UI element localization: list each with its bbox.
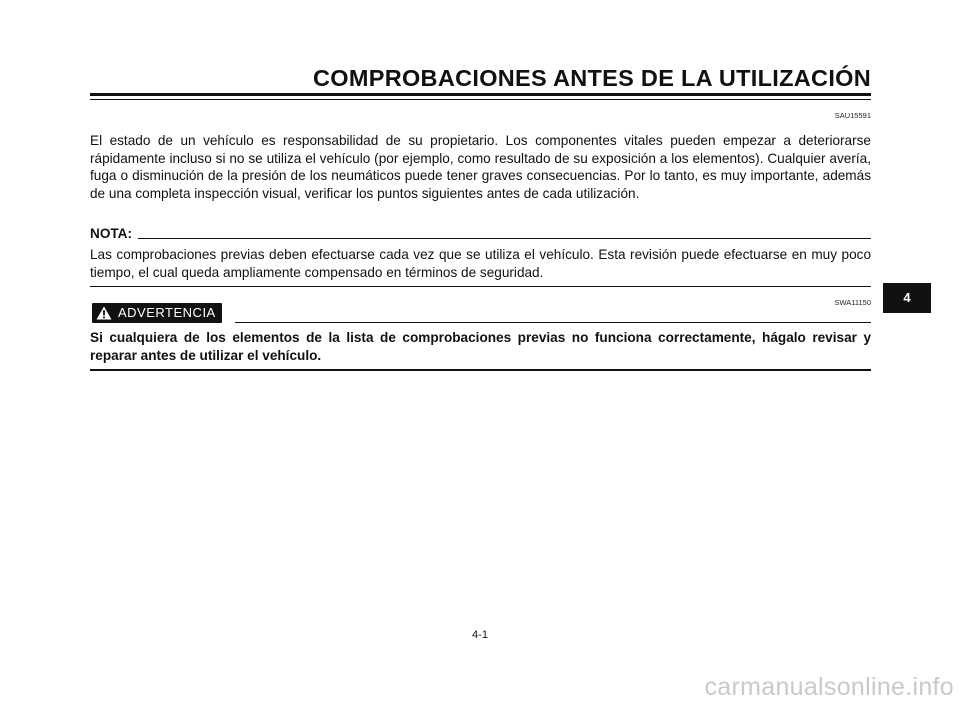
- note-end-rule: [90, 286, 871, 287]
- title-rule-thick: [90, 93, 871, 96]
- intro-paragraph: El estado de un vehículo es responsabilidad de su propietario. Los componentes vitales pueden empezar a deteriorarse rápidamente incluso si no se utiliza el vehículo (por ejemplo, como resultado de su exposición a los elementos). Cualquier avería, fuga o disminución de la presión de los neumáticos puede tener graves consecuencias. Por lo tanto, es muy importante, además de una completa inspección visual, verificar los puntos siguientes antes de cada utilización.: [90, 133, 871, 201]
- warning-rule: [235, 322, 871, 323]
- note-label: NOTA:: [90, 226, 133, 241]
- warning-code: SWA11150: [834, 298, 871, 307]
- chapter-tab: 4: [883, 283, 931, 313]
- warning-end-rule: [90, 369, 871, 371]
- page-number: 4-1: [472, 629, 488, 641]
- note-paragraph: Las comprobaciones previas deben efectuarse cada vez que se utiliza el vehículo. Esta revisión puede efectuarse en muy poco tiempo, el cual queda ampliamente compensado en términos de seguridad.: [90, 247, 871, 280]
- page-title: COMPROBACIONES ANTES DE LA UTILIZACIÓN: [313, 65, 871, 91]
- note-rule: [138, 238, 871, 239]
- warning-paragraph: Si cualquiera de los elementos de la lista de comprobaciones previas no funciona correctamente, hágalo revisar y reparar antes de utilizar el vehículo.: [90, 330, 871, 363]
- intro-code: SAU15591: [834, 111, 871, 120]
- note-header: [90, 226, 871, 242]
- warning-triangle-icon: [96, 306, 112, 320]
- warning-label: ADVERTENCIA: [118, 305, 216, 320]
- warning-badge: [92, 303, 222, 323]
- watermark: carmanualsonline.info: [704, 673, 954, 701]
- title-rule-thin: [90, 99, 871, 100]
